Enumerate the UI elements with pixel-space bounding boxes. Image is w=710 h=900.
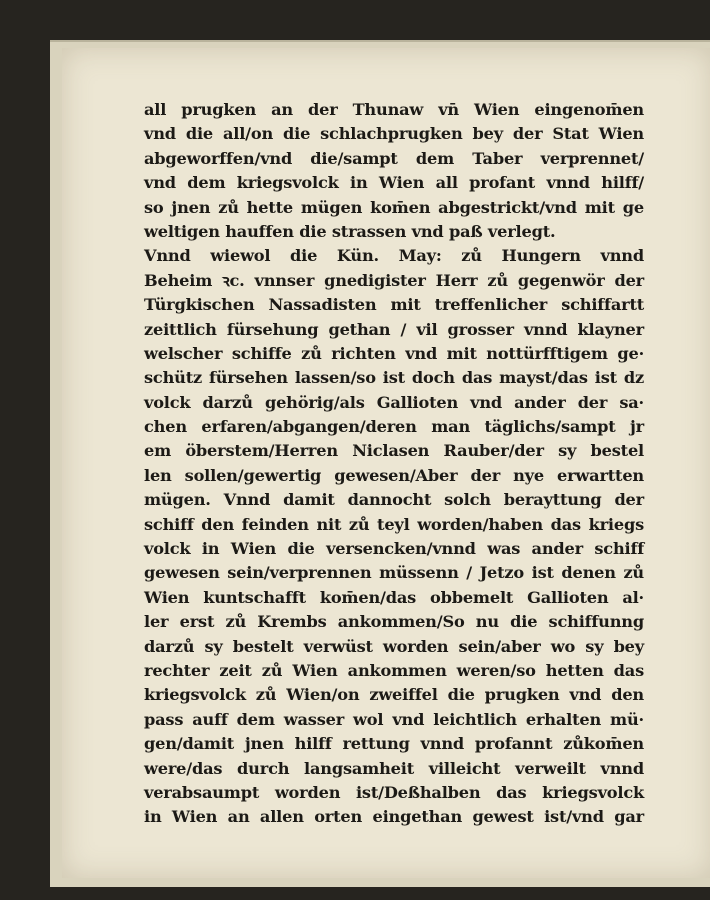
text-line: gen/damit jnen hilff rettung vnnd profannt zůkom̄en — [144, 734, 644, 754]
text-line: so jnen zů hette mügen kom̄en abgestrickt/vnd mit ge — [144, 197, 644, 217]
text-line: em öberstem/Herren Niclasen Rauber/der sy bestel — [144, 441, 644, 461]
text-line: rechter zeit zů Wien ankommen weren/so hetten das — [144, 660, 644, 680]
text-line: weltigen hauffen die strassen vnd paß verlegt. — [144, 221, 556, 241]
blackletter-text-block — [144, 98, 644, 830]
text-line: in Wien an allen orten eingethan gewest ist/vnd gar — [144, 807, 644, 827]
text-line: vnd die all/on die schlachprugken bey der Stat Wien — [144, 124, 644, 144]
text-line: all prugken an der Thunaw vn̄ Wien eingenom̄en — [144, 100, 644, 119]
text-line: darzů sy bestelt verwüst worden sein/aber wo sy bey — [144, 636, 644, 656]
text-line: volck in Wien die versencken/vnnd was ander schiff — [144, 539, 644, 559]
text-line: pass auff dem wasser wol vnd leichtlich erhalten mü· — [144, 709, 644, 729]
text-line: ler erst zů Krembs ankommen/So nu die schiffunng — [144, 612, 644, 632]
text-line: mügen. Vnnd damit dannocht solch berayttung der — [144, 490, 644, 510]
text-line: schütz fürsehen lassen/so ist doch das mayst/das ist dz — [144, 368, 644, 388]
text-line: Türgkischen Nassadisten mit treffenlicher schiffartt — [144, 295, 644, 315]
text-line: vnd dem kriegsvolck in Wien all profant vnnd hilff/ — [144, 173, 644, 193]
text-line: verabsaumpt worden ist/Deßhalben das kriegsvolck — [144, 782, 644, 802]
text-line: volck darzů gehörig/als Gallioten vnd ander der sa· — [144, 392, 644, 412]
text-line: Vnnd wiewol die Kün. May: zů Hungern vnnd — [144, 246, 644, 266]
text-line: zeittlich fürsehung gethan / vil grosser vnnd klayner — [144, 319, 644, 339]
text-line: chen erfaren/abgangen/deren man täglichs/sampt jr — [144, 417, 644, 437]
text-line: Wien kuntschafft kom̄en/das obbemelt Gallioten al· — [144, 587, 644, 607]
text-line: len sollen/gewertig gewesen/Aber der nye erwartten — [144, 465, 644, 485]
text-line: abgeworffen/vnd die/sampt dem Taber verprennet/ — [144, 148, 644, 168]
text-line: welscher schiffe zů richten vnd mit nottürfftigem ge· — [144, 343, 644, 363]
text-line: kriegsvolck zů Wien/on zweiffel die prugken vnd den — [144, 685, 644, 705]
text-line: Beheim ꝛc. vnnser gnedigister Herr zů gegenwör der — [144, 270, 644, 290]
text-line: gewesen sein/verprennen müssenn / Jetzo ist denen zů — [144, 563, 644, 583]
text-line: were/das durch langsamheit villeicht verweilt vnnd — [144, 758, 644, 778]
text-line: schiff den feinden nit zů teyl worden/haben das kriegs — [144, 514, 644, 534]
book-page — [62, 48, 710, 878]
